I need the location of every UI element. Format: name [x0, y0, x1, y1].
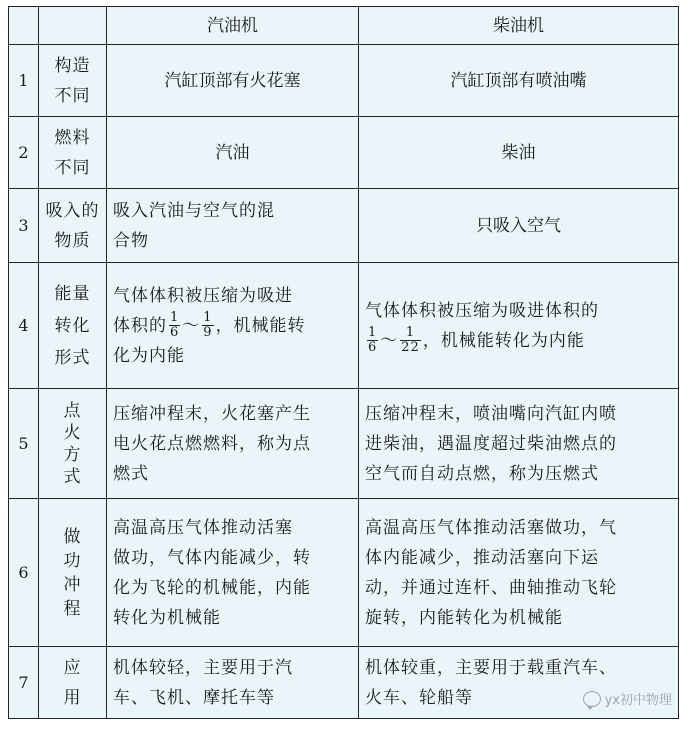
fraction-numerator: 1 [170, 310, 180, 325]
header-gasoline: 汽油机 [107, 7, 359, 45]
row-number: 7 [9, 647, 39, 719]
fraction [367, 326, 378, 355]
gasoline-cell [107, 389, 359, 499]
fraction [169, 311, 180, 340]
row-label-line: 形式 [54, 347, 91, 368]
text-fragment: 体积的 [113, 315, 167, 336]
row-label-line: 程 [63, 598, 82, 619]
cell-line: 进柴油，遇温度超过柴油燃点的 [365, 433, 617, 454]
diesel-cell [359, 389, 679, 499]
table-row [9, 45, 679, 117]
table-row [9, 647, 679, 719]
cell-line: 做功，气体内能减少，转 [113, 547, 311, 568]
gasoline-cell: 汽缸顶部有火花塞 [107, 45, 359, 117]
header-row [9, 7, 679, 45]
row-label [39, 117, 107, 189]
cell-line: 动，并通过连杆、曲轴推动飞轮 [365, 577, 617, 598]
gasoline-cell [107, 647, 359, 719]
gasoline-cell [107, 189, 359, 263]
diesel-cell [359, 499, 679, 647]
gasoline-cell [107, 499, 359, 647]
cell-line: 高温高压气体推动活塞做功，气 [365, 517, 617, 538]
table-row [9, 117, 679, 189]
row-label-line: 应 [63, 657, 82, 678]
row-label-line: 功 [63, 550, 82, 571]
row-label-line: 转化 [54, 315, 91, 336]
row-number: 3 [9, 189, 39, 263]
row-label [39, 189, 107, 263]
diesel-cell: 柴油 [359, 117, 679, 189]
row-label [39, 263, 107, 389]
cell-line: 电火花点燃燃料，称为点 [113, 433, 311, 454]
row-label-line: 冲 [63, 574, 82, 595]
fraction-denominator: 6 [368, 340, 378, 355]
cell-line: 火车、轮船等 [365, 687, 473, 708]
row-label-line: 点 [63, 400, 82, 421]
row-number: 4 [9, 263, 39, 389]
text-fragment: ，机械能转 [215, 315, 306, 336]
row-label-line: 做 [63, 526, 82, 547]
cell-line: 压缩冲程末，火花塞产生 [113, 403, 311, 424]
fraction [202, 311, 213, 340]
cell-line: 机体较轻，主要用于汽 [113, 657, 293, 678]
row-label-line: 能量 [54, 283, 91, 304]
row-label [39, 389, 107, 499]
cell-line: 车、飞机、摩托车等 [113, 687, 275, 708]
fraction-numerator: 1 [203, 310, 213, 325]
table-row [9, 189, 679, 263]
fraction-denominator: 9 [203, 325, 213, 340]
diesel-cell [359, 263, 679, 389]
tilde-separator: ～ [182, 315, 201, 336]
watermark-text: yx初中物理 [604, 693, 672, 708]
row-label-line: 构造 [54, 55, 91, 76]
text-fragment: ，机械能转化为内能 [422, 330, 585, 351]
row-label [39, 45, 107, 117]
row-number: 2 [9, 117, 39, 189]
cell-line: 压缩冲程末，喷油嘴向汽缸内喷 [365, 403, 617, 424]
row-label-line: 式 [63, 466, 82, 487]
cell-line [113, 311, 352, 341]
gasoline-cell [107, 263, 359, 389]
header-blank-label [39, 7, 107, 45]
table-row [9, 499, 679, 647]
cell-line: 吸入汽油与空气的混 [113, 200, 275, 221]
cell-line: 气体体积被压缩为吸进 [113, 285, 293, 306]
table-row [9, 389, 679, 499]
row-label-line: 火 [63, 422, 82, 443]
table-row [9, 263, 679, 389]
gasoline-cell: 汽油 [107, 117, 359, 189]
row-label [39, 499, 107, 647]
row-number: 1 [9, 45, 39, 117]
header-blank-index [9, 7, 39, 45]
cell-line: 化为飞轮的机械能，内能 [113, 577, 311, 598]
fraction [400, 326, 421, 355]
cell-line: 化为内能 [113, 345, 185, 366]
row-number: 6 [9, 499, 39, 647]
row-label-line: 用 [63, 687, 82, 708]
fraction-numerator: 1 [368, 325, 378, 340]
cell-line: 旋转，内能转化为机械能 [365, 607, 563, 628]
row-label-line: 不同 [54, 157, 91, 178]
fraction-denominator: 22 [401, 340, 420, 355]
tilde-separator: ～ [380, 330, 399, 351]
diesel-cell: 汽缸顶部有喷油嘴 [359, 45, 679, 117]
cell-line: 空气而自动点燃，称为压燃式 [365, 463, 599, 484]
cell-line: 气体体积被压缩为吸进体积的 [365, 300, 599, 321]
cell-line: 转化为机械能 [113, 607, 221, 628]
header-diesel: 柴油机 [359, 7, 679, 45]
diesel-cell: 只吸入空气 [359, 189, 679, 263]
cell-line: 合物 [113, 230, 149, 251]
row-label-line: 不同 [54, 85, 91, 106]
wechat-icon [583, 691, 601, 707]
row-label [39, 647, 107, 719]
cell-line: 高温高压气体推动活塞 [113, 517, 293, 538]
cell-line: 体内能减少，推动活塞向下运 [365, 547, 599, 568]
row-label-line: 方 [63, 444, 82, 465]
row-label-line: 燃料 [54, 127, 91, 148]
fraction-denominator: 6 [170, 325, 180, 340]
cell-line: 机体较重，主要用于载重汽车、 [365, 657, 617, 678]
cell-line [365, 326, 672, 356]
row-label-line: 物质 [54, 230, 91, 251]
row-number: 5 [9, 389, 39, 499]
fraction-numerator: 1 [400, 326, 421, 341]
comparison-table [8, 6, 679, 719]
watermark [583, 689, 672, 708]
row-label-line: 吸入的 [45, 200, 100, 221]
cell-line: 燃式 [113, 463, 149, 484]
